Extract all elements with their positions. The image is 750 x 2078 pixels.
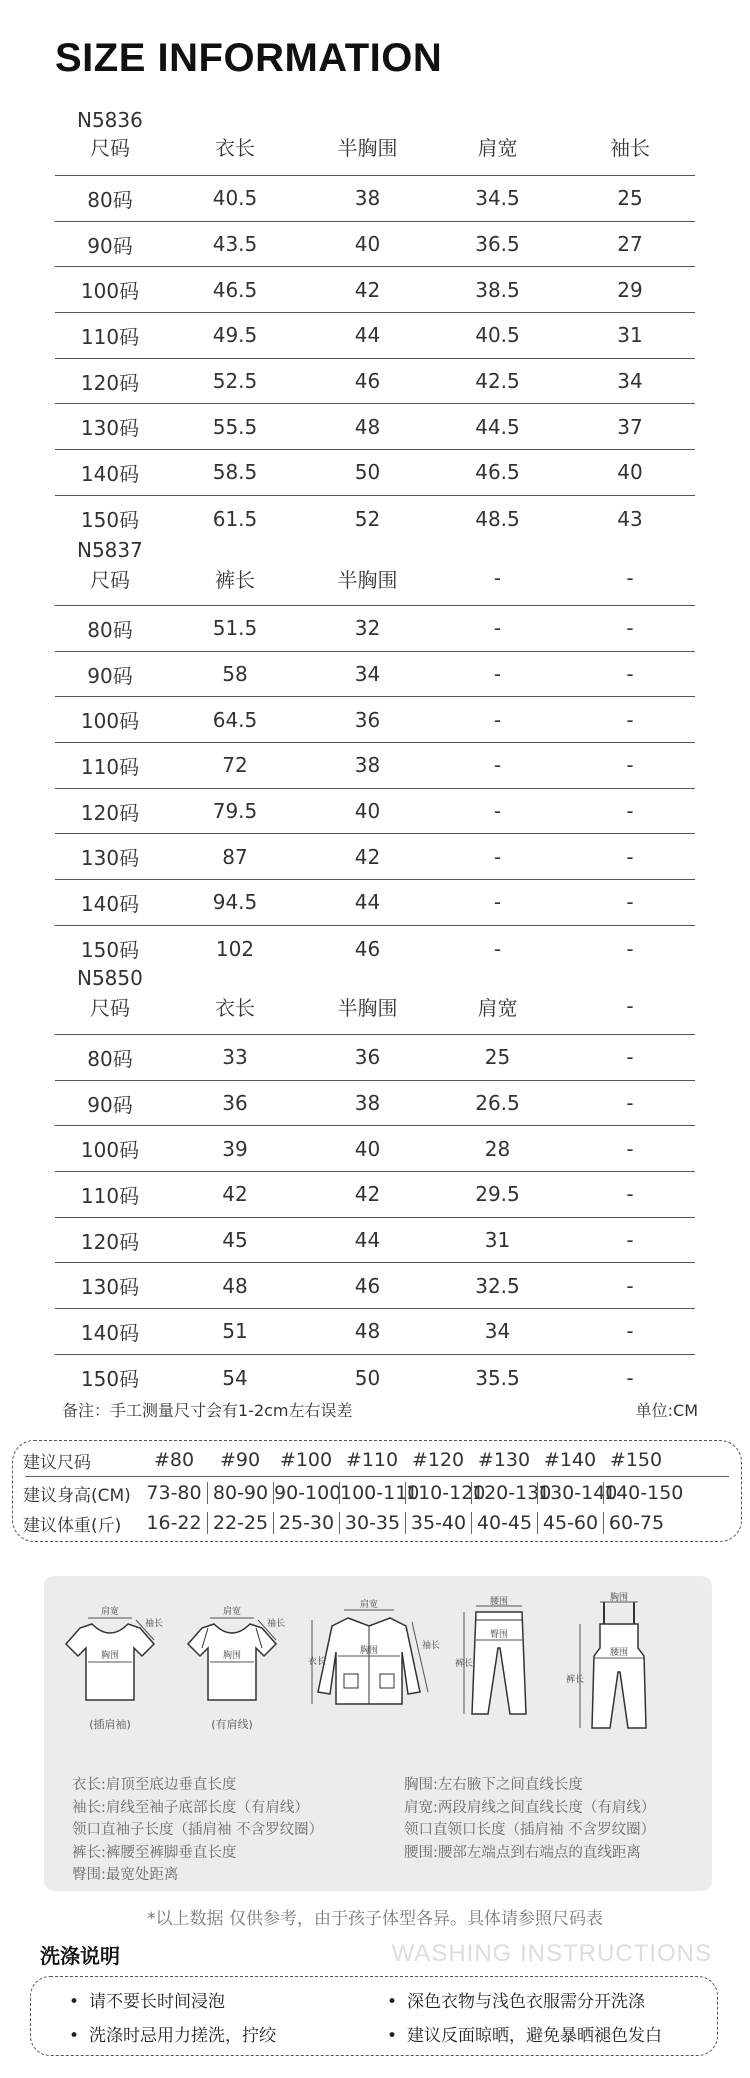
size-table: [55, 175, 695, 542]
fig-label: 袖长: [266, 1619, 286, 1629]
table-row: [55, 743, 695, 789]
table-cell: 31: [617, 323, 643, 348]
definition: 衣长:肩顶至底边垂直长度: [72, 1777, 237, 1793]
definition: 裤长:裤腰至裤脚垂直长度: [72, 1844, 237, 1861]
table-cell: 140码: [80, 461, 140, 486]
rec-size: #140: [543, 1449, 597, 1471]
rec-size: #100: [279, 1449, 333, 1471]
washing-title: 洗涤说明: [40, 1944, 120, 1968]
washing-item: • 建议反面晾晒，避免暴晒褪色发白: [387, 2021, 662, 2046]
table-cell: 40: [354, 799, 381, 824]
table-cell: 120码: [80, 800, 140, 825]
table-row: [55, 222, 695, 268]
figure-caption: (插肩袖): [89, 1718, 131, 1731]
rec-size: #110: [345, 1449, 399, 1471]
table-cell: -: [626, 936, 634, 961]
table-cell: -: [626, 1228, 634, 1253]
table-cell: 40: [617, 460, 643, 485]
table-cell: -: [626, 890, 634, 915]
table-cell: 130码: [80, 846, 140, 871]
header-cell: 肩宽: [477, 135, 518, 160]
table-cell: 58: [222, 662, 248, 687]
table-row: [55, 176, 695, 222]
size-table: [55, 605, 695, 972]
table-cell: 90码: [87, 233, 133, 258]
table-row: [55, 1035, 695, 1081]
table-cell: 36: [354, 1045, 381, 1070]
table-cell: 40.5: [212, 186, 258, 211]
overalls-diagram: [564, 1593, 674, 1736]
table-cell: 50: [354, 1365, 381, 1390]
rec-height: 120-130: [472, 1482, 552, 1504]
rec-weight-label: 建议体重(斤): [23, 1515, 122, 1536]
rec-height: 90-100: [274, 1482, 342, 1504]
product-code: N5850: [77, 966, 143, 990]
jacket-diagram: [304, 1596, 441, 1716]
table-cell: 72: [222, 753, 248, 778]
table-cell: 46: [354, 1273, 381, 1298]
table-cell: 150码: [80, 508, 140, 533]
table-cell: -: [493, 799, 502, 824]
table-cell: -: [493, 753, 502, 778]
table-cell: 61.5: [212, 506, 258, 531]
table-cell: 44: [354, 890, 381, 915]
table-cell: 40.5: [475, 323, 520, 348]
table-row: [55, 880, 695, 926]
fig-label: 腰围: [609, 1648, 629, 1658]
divider: [25, 1476, 729, 1477]
table-cell: 45: [222, 1228, 248, 1253]
table-cell: 46.5: [212, 277, 258, 302]
table-cell: 100码: [80, 709, 140, 734]
table-cell: 80码: [87, 617, 133, 642]
table-cell: 40: [354, 232, 381, 257]
header-cell: 半胸围: [337, 567, 398, 592]
table-row: [55, 834, 695, 880]
fig-label: 裤长: [566, 1675, 585, 1685]
table-cell: 48: [354, 414, 381, 439]
table-cell: -: [626, 1091, 634, 1116]
table-cell: -: [493, 936, 502, 961]
washing-title-en: WASHING INSTRUCTIONS: [391, 1940, 712, 1967]
washing-item: • 请不要长时间浸泡: [69, 1987, 225, 2012]
table-cell: 102: [215, 936, 255, 961]
table-row: [55, 1218, 695, 1264]
table-cell: 110码: [80, 754, 140, 779]
table-row: [55, 606, 695, 652]
definition: 领口直领口长度（插肩袖 不含罗纹圈）: [404, 1822, 656, 1838]
table-cell: 90码: [87, 1092, 133, 1117]
table-row: [55, 697, 695, 743]
rec-height: 73-80: [146, 1482, 202, 1504]
table-cell: 31: [484, 1228, 511, 1253]
rec-weight: 45-60: [537, 1512, 603, 1534]
rec-height: 80-90: [207, 1482, 273, 1504]
measurement-note: 备注：手工测量尺寸会有1-2cm左右误差: [62, 1401, 353, 1420]
rec-size: #130: [477, 1449, 531, 1471]
table-cell: -: [626, 1136, 634, 1161]
table-cell: 27: [617, 232, 643, 257]
table-cell: 46.5: [475, 460, 520, 485]
table-cell: -: [493, 890, 502, 915]
table-cell: -: [626, 616, 634, 641]
table-cell: 29.5: [475, 1182, 520, 1207]
table-cell: 100码: [80, 1138, 140, 1163]
definitions-right: [404, 1774, 655, 1864]
table-row: [55, 1172, 695, 1218]
tshirt-seam-diagram: [180, 1596, 284, 1732]
rec-height: 130-140: [538, 1482, 618, 1504]
tshirt-raglan-diagram: [58, 1596, 162, 1732]
table-row: [55, 1126, 695, 1172]
table-cell: 42.5: [475, 369, 520, 394]
table-cell: 36.5: [475, 232, 520, 257]
pants-diagram: [454, 1596, 544, 1726]
table-cell: 38: [354, 1091, 381, 1116]
definition: 领口直袖子长度（插肩袖 不含罗纹圈）: [72, 1822, 324, 1838]
table-cell: 79.5: [212, 799, 258, 824]
rec-weight: 35-40: [405, 1512, 471, 1534]
header-cell: -: [626, 566, 634, 590]
table-cell: 80码: [87, 187, 133, 212]
fig-label: 胸围: [100, 1651, 120, 1661]
table-cell: 150码: [80, 1367, 140, 1392]
table-cell: 130码: [80, 1275, 140, 1300]
table-row: [55, 926, 695, 972]
table-cell: -: [493, 707, 502, 732]
fig-label: 胸围: [359, 1646, 379, 1656]
table-cell: 52.5: [212, 369, 258, 394]
table-cell: 54: [222, 1365, 248, 1390]
table-cell: 120码: [80, 1229, 140, 1254]
table-cell: 110码: [80, 1183, 140, 1208]
rec-weight-row: [23, 1508, 733, 1538]
table-cell: 32: [354, 616, 381, 641]
table-cell: 90码: [87, 663, 133, 688]
table-row: [55, 1263, 695, 1309]
table-cell: 100码: [80, 279, 140, 304]
table-cell: 38: [354, 186, 381, 211]
header-cell: 裤长: [215, 567, 255, 592]
table-cell: -: [493, 662, 502, 687]
rec-weight: 30-35: [339, 1512, 405, 1534]
table-row: [55, 789, 695, 835]
rec-size: #90: [219, 1449, 261, 1471]
page-title: SIZE INFORMATION: [55, 36, 443, 80]
table-cell: 44: [354, 1228, 381, 1253]
definitions-left: [72, 1774, 323, 1887]
table-row: [55, 313, 695, 359]
fig-label: 肩宽: [359, 1600, 379, 1610]
table-cell: 43.5: [212, 232, 258, 257]
washing-item: • 洗涤时忌用力搓洗，拧绞: [69, 2021, 276, 2046]
table-cell: 50: [354, 460, 381, 485]
table-cell: 52: [354, 506, 381, 531]
table-cell: 150码: [80, 938, 140, 963]
table-header: [55, 128, 695, 164]
table-row: [55, 496, 695, 542]
recommendation-table: [12, 1440, 742, 1542]
table-row: [55, 1309, 695, 1355]
rec-weight: 25-30: [273, 1512, 339, 1534]
table-cell: 42: [222, 1182, 248, 1207]
table-row: [55, 652, 695, 698]
table-cell: 130码: [80, 416, 140, 441]
table-row: [55, 1081, 695, 1127]
table-row: [55, 359, 695, 405]
table-row: [55, 1355, 695, 1401]
table-cell: 34.5: [475, 186, 520, 211]
header-cell: 衣长: [215, 135, 255, 160]
table-cell: 25: [484, 1045, 511, 1070]
table-cell: 34: [354, 662, 381, 687]
table-cell: -: [626, 662, 634, 687]
table-cell: 94.5: [212, 890, 258, 915]
washing-box: [30, 1976, 718, 2056]
rec-weight: 16-22: [146, 1512, 202, 1534]
table-cell: 44: [354, 323, 381, 348]
product-code: N5837: [77, 538, 143, 562]
header-cell: 肩宽: [477, 995, 518, 1020]
table-cell: 34: [617, 369, 643, 394]
header-cell: 尺码: [90, 135, 130, 160]
header-cell: 尺码: [90, 567, 130, 592]
table-cell: -: [626, 753, 634, 778]
table-cell: 28: [484, 1136, 511, 1161]
definition: 胸围:左右腋下之间直线长度: [404, 1777, 583, 1793]
size-table: [55, 1034, 695, 1401]
table-cell: -: [626, 799, 634, 824]
table-cell: -: [493, 616, 502, 641]
rec-size-label: 建议尺码: [23, 1452, 91, 1473]
definition: 袖长:肩线至袖子底部长度（有肩线）: [72, 1799, 309, 1816]
rec-weight: 40-45: [471, 1512, 537, 1534]
rec-weight: 22-25: [207, 1512, 273, 1534]
header-cell: -: [626, 994, 634, 1018]
header-cell: 衣长: [215, 995, 255, 1020]
table-cell: 46: [354, 369, 381, 394]
rec-size: #120: [411, 1449, 465, 1471]
table-cell: 48: [354, 1319, 381, 1344]
definition: 腰围:腰部左端点到右端点的直线距离: [404, 1844, 641, 1861]
table-cell: 51.5: [212, 616, 258, 641]
fig-label: 胸围: [222, 1651, 242, 1661]
table-cell: -: [626, 1273, 634, 1298]
table-cell: 33: [222, 1045, 248, 1070]
fig-label: 袖长: [144, 1619, 164, 1629]
table-cell: 42: [354, 277, 381, 302]
disclaimer: *以上数据 仅供参考，由于孩子体型各异。具体请参照尺码表: [147, 1909, 603, 1929]
rec-weight: 60-75: [603, 1512, 669, 1534]
figure-caption: (有肩线): [211, 1718, 253, 1731]
table-cell: 36: [222, 1091, 248, 1116]
measurement-guide: [44, 1576, 712, 1891]
header-cell: 半胸围: [337, 135, 398, 160]
rec-size-row: [23, 1445, 733, 1475]
fig-label: 袖长: [422, 1641, 441, 1651]
table-cell: -: [493, 844, 502, 869]
table-cell: 26.5: [475, 1091, 520, 1116]
table-cell: 64.5: [212, 707, 258, 732]
table-cell: 49.5: [212, 323, 258, 348]
table-row: [55, 267, 695, 313]
table-cell: 38.5: [475, 277, 520, 302]
table-cell: -: [626, 1365, 634, 1390]
table-header: [55, 988, 695, 1024]
table-cell: 58.5: [212, 460, 258, 485]
table-cell: 37: [617, 414, 643, 439]
table-cell: 87: [222, 844, 248, 869]
table-cell: 34: [484, 1319, 511, 1344]
table-cell: 51: [222, 1319, 248, 1344]
table-header: [55, 560, 695, 596]
header-cell: -: [493, 566, 502, 590]
washing-item: • 深色衣物与浅色衣服需分开洗涤: [387, 1987, 645, 2012]
header-cell: 尺码: [90, 995, 130, 1020]
table-cell: 140码: [80, 1320, 140, 1345]
table-row: [55, 404, 695, 450]
rec-height: 140-150: [604, 1482, 684, 1504]
table-cell: 35.5: [475, 1365, 520, 1390]
rec-height-label: 建议身高(CM): [23, 1485, 131, 1506]
fig-label: 肩宽: [222, 1607, 242, 1617]
fig-label: 裤长: [455, 1659, 474, 1669]
table-cell: -: [626, 1182, 634, 1207]
table-cell: -: [626, 844, 634, 869]
rec-size: #80: [153, 1449, 195, 1471]
table-cell: -: [626, 1319, 634, 1344]
fig-label: 衣长: [308, 1657, 327, 1667]
table-cell: 44.5: [475, 414, 520, 439]
table-cell: 80码: [87, 1046, 133, 1071]
product-code: N5836: [77, 108, 143, 132]
table-row: [55, 450, 695, 496]
fig-label: 胸围: [609, 1593, 629, 1603]
table-cell: -: [626, 1045, 634, 1070]
table-cell: 42: [354, 1182, 381, 1207]
fig-label: 腰围: [489, 1597, 509, 1607]
table-cell: 48: [222, 1273, 248, 1298]
table-cell: 48.5: [475, 506, 520, 531]
rec-size: #150: [609, 1449, 663, 1471]
table-cell: 29: [617, 277, 643, 302]
fig-label: 臀围: [489, 1630, 509, 1640]
header-cell: 半胸围: [337, 995, 398, 1020]
definition: 肩宽:两段肩线之间直线长度（有肩线）: [404, 1799, 656, 1816]
table-cell: 36: [354, 707, 381, 732]
table-cell: 42: [354, 844, 381, 869]
unit-label: 单位:CM: [635, 1401, 698, 1420]
table-cell: 40: [354, 1136, 381, 1161]
fig-label: 肩宽: [100, 1607, 120, 1617]
table-cell: 32.5: [475, 1273, 520, 1298]
definition: 臀围:最宽处距离: [72, 1867, 179, 1883]
table-cell: 55.5: [212, 414, 258, 439]
table-cell: 43: [617, 506, 643, 531]
table-cell: 25: [617, 186, 643, 211]
rec-height: 100-110: [340, 1482, 420, 1504]
table-cell: 140码: [80, 891, 140, 916]
header-cell: 袖长: [610, 135, 650, 160]
table-cell: -: [626, 707, 634, 732]
table-cell: 120码: [80, 370, 140, 395]
rec-height-row: [23, 1478, 733, 1508]
table-cell: 38: [354, 753, 381, 778]
table-cell: 46: [354, 936, 381, 961]
rec-height: 110-120: [406, 1482, 486, 1504]
table-cell: 39: [222, 1136, 248, 1161]
table-cell: 110码: [80, 324, 140, 349]
